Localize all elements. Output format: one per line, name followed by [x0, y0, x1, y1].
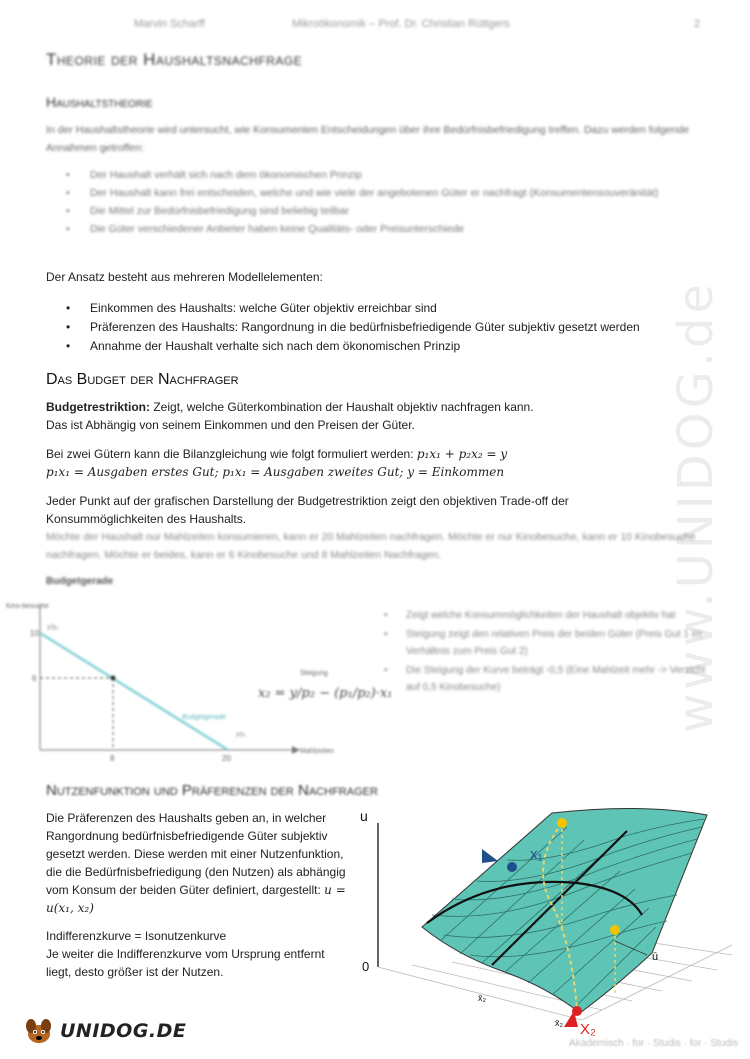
graph-notes-list	[380, 607, 710, 698]
header-course: Mikroökonomik – Prof. Dr. Christian Rüttgers	[292, 18, 510, 30]
budget-label: Budgetrestriktion:	[46, 400, 151, 414]
graph-heading: Budgetgerade	[46, 576, 114, 587]
fig-x1-label: x₁	[530, 846, 543, 863]
section-heading-nutzen: Nutzenfunktion und Präferenzen der Nachfrager	[46, 782, 378, 799]
indifference-definition: Indifferenzkurve = Isonutzenkurve	[46, 929, 227, 943]
logo-text: UNIDOG.DE	[60, 1020, 187, 1042]
utility-text-column	[46, 809, 346, 981]
fig-ubar-label: ū	[652, 951, 659, 963]
budget-text-2: Das ist Abhängig von seinem Einkommen und den Preisen der Güter.	[46, 418, 415, 432]
y-tick-6: 6	[32, 674, 37, 683]
page-title: Theorie der Haushaltsnachfrage	[46, 50, 303, 69]
header-page-number: 2	[694, 18, 701, 30]
list-item: • Die Steigung der Kurve beträgt -0,5 (Eine Mahlzeit mehr -> Verzicht auf 0,5 Kinobesuche)	[380, 662, 710, 696]
yellow-point-mid	[610, 925, 620, 935]
y-top-label: y/p₂	[47, 624, 60, 631]
utility-formula: u = u(x₁, x₂)	[46, 883, 346, 915]
list-item: • Präferenzen des Haushalts: Rangordnung in die bedürfnisbefriedigende Güter subjektiv gesetzt werden	[66, 318, 706, 337]
budget-text: Zeigt, welche Güterkombination der Haushalt objektiv nachfragen kann.	[150, 400, 534, 414]
equation-steigung: Steigung	[300, 670, 328, 677]
tradeoff-paragraph	[46, 492, 706, 528]
ansatz-text: Der Ansatz besteht aus mehreren Modellelementen:	[46, 270, 323, 284]
fig-u-label: u	[360, 808, 368, 824]
bilanz-paragraph	[46, 445, 706, 481]
x-tick-20: 20	[222, 754, 231, 763]
formula-line: p₁x₁ = Ausgaben erstes Gut; p₁x₁ = Ausgaben zweites Gut; y = Einkommen	[46, 465, 505, 479]
blue-point	[507, 862, 517, 872]
graph-xlabel: Mahlzeiten	[300, 748, 334, 755]
list-item: • Die Mittel zur Bedürfnisbefriedigung sind beliebig teilbar	[66, 202, 686, 220]
bilanz-formula: p₁x₁ + p₂x₂ = y	[416, 447, 508, 461]
utility-paragraph	[46, 809, 346, 917]
yellow-point-top	[557, 818, 567, 828]
budget-line-label: Budgetgerade	[182, 714, 226, 721]
model-elements-list	[66, 299, 706, 356]
fig-x2bar-label-2: x̄₂	[555, 1018, 563, 1028]
budget-graph	[0, 595, 393, 770]
list-item: • Die Güter verschiedener Anbieter haben keine Qualitäts- oder Preisunterschiede	[66, 220, 686, 238]
header-author: Marvin Scharff	[134, 18, 205, 30]
utility-surface-figure	[352, 805, 742, 1040]
budget-definition	[46, 398, 706, 434]
x1-direction-marker	[482, 849, 498, 863]
x-end-label: y/p₁	[236, 732, 247, 738]
footer-logo	[22, 1016, 186, 1046]
footer-slogan: Akademisch · for · Studis · for · Studis	[569, 1038, 738, 1049]
utility-text: Die Präferenzen des Haushalts geben an, in welcher Rangordnung bedürfnisbefriedigende Güter subjektiv gesetzt werden. Diese werden mit einer Nutzenfunktion, die die Bedürfnisbefriedigung (den Nutzen) als abhängig vom Konsum der beiden Güter definiert, dargestellt:	[46, 811, 346, 897]
y-tick-10: 10	[30, 629, 39, 638]
list-item: • Der Haushalt verhält sich nach dem ökonomischen Prinzip	[66, 166, 686, 184]
list-item: • Annahme der Haushalt verhalte sich nach dem ökonomischen Prinzip	[66, 337, 706, 356]
indifference-note: Je weiter die Indifferenzkurve vom Ursprung entfernt liegt, desto größer ist der Nutzen.	[46, 947, 325, 979]
graph-ylabel: Kino-besuche	[6, 603, 49, 610]
utility-surface	[422, 808, 707, 1013]
fig-origin-label: 0	[362, 959, 370, 974]
x-axis-arrow	[292, 746, 300, 754]
budget-point	[111, 676, 116, 681]
dog-logo-icon	[22, 1016, 56, 1046]
list-item: • Zeigt welche Konsummöglichkeiten der Haushalt objektiv hat	[380, 607, 710, 624]
section-heading-haushaltstheorie: Haushaltstheorie	[46, 94, 153, 110]
watermark: www.UNIDOG.de	[668, 280, 724, 734]
tradeoff-line-2: Konsummöglichkeiten des Haushalts.	[46, 512, 247, 526]
example-paragraph: Möchte der Haushalt nur Mahlzeiten konsumieren, kann er 20 Mahlzeiten nachfragen. Möchte er nur Kinobesuche, kann er 10 Kinobesuche nachfragen. Möchte er beides, kann er 6 Kinobesuche und 8 Mahlzeiten Nachfragen.	[46, 531, 696, 561]
budget-line	[40, 633, 228, 750]
budget-equation: x₂ = y/p₂ − (p₁/p₂)·x₁	[258, 686, 393, 701]
assumption-list	[66, 166, 686, 238]
x-tick-8: 8	[110, 754, 115, 763]
list-item: • Steigung zeigt den relativen Preis der beiden Güter (Preis Gut 1 im Verhältnis zum Preis Gut 2)	[380, 626, 710, 660]
fig-x2-label: X₂	[580, 1021, 596, 1038]
fig-x2bar-label: x̄₂	[478, 993, 486, 1003]
list-item: • Der Haushalt kann frei entscheiden, welche und wie viele der angebotenen Güter er nachfragt (Konsumentensouveränität)	[66, 184, 686, 202]
section-heading-budget: Das Budget der Nachfrager	[46, 371, 239, 388]
bilanz-text: Bei zwei Gütern kann die Bilanzgleichung wie folgt formuliert werden:	[46, 447, 417, 461]
tradeoff-line-1: Jeder Punkt auf der grafischen Darstellung der Budgetrestriktion zeigt den objektiven Trade-off der	[46, 494, 569, 508]
list-item: • Einkommen des Haushalts: welche Güter objektiv erreichbar sind	[66, 299, 706, 318]
intro-paragraph: In der Haushaltstheorie wird untersucht, wie Konsumenten Entscheidungen über ihre Bedürfnisbefriedigung treffen. Dazu werden folgende Annahmen getroffen:	[46, 124, 690, 154]
